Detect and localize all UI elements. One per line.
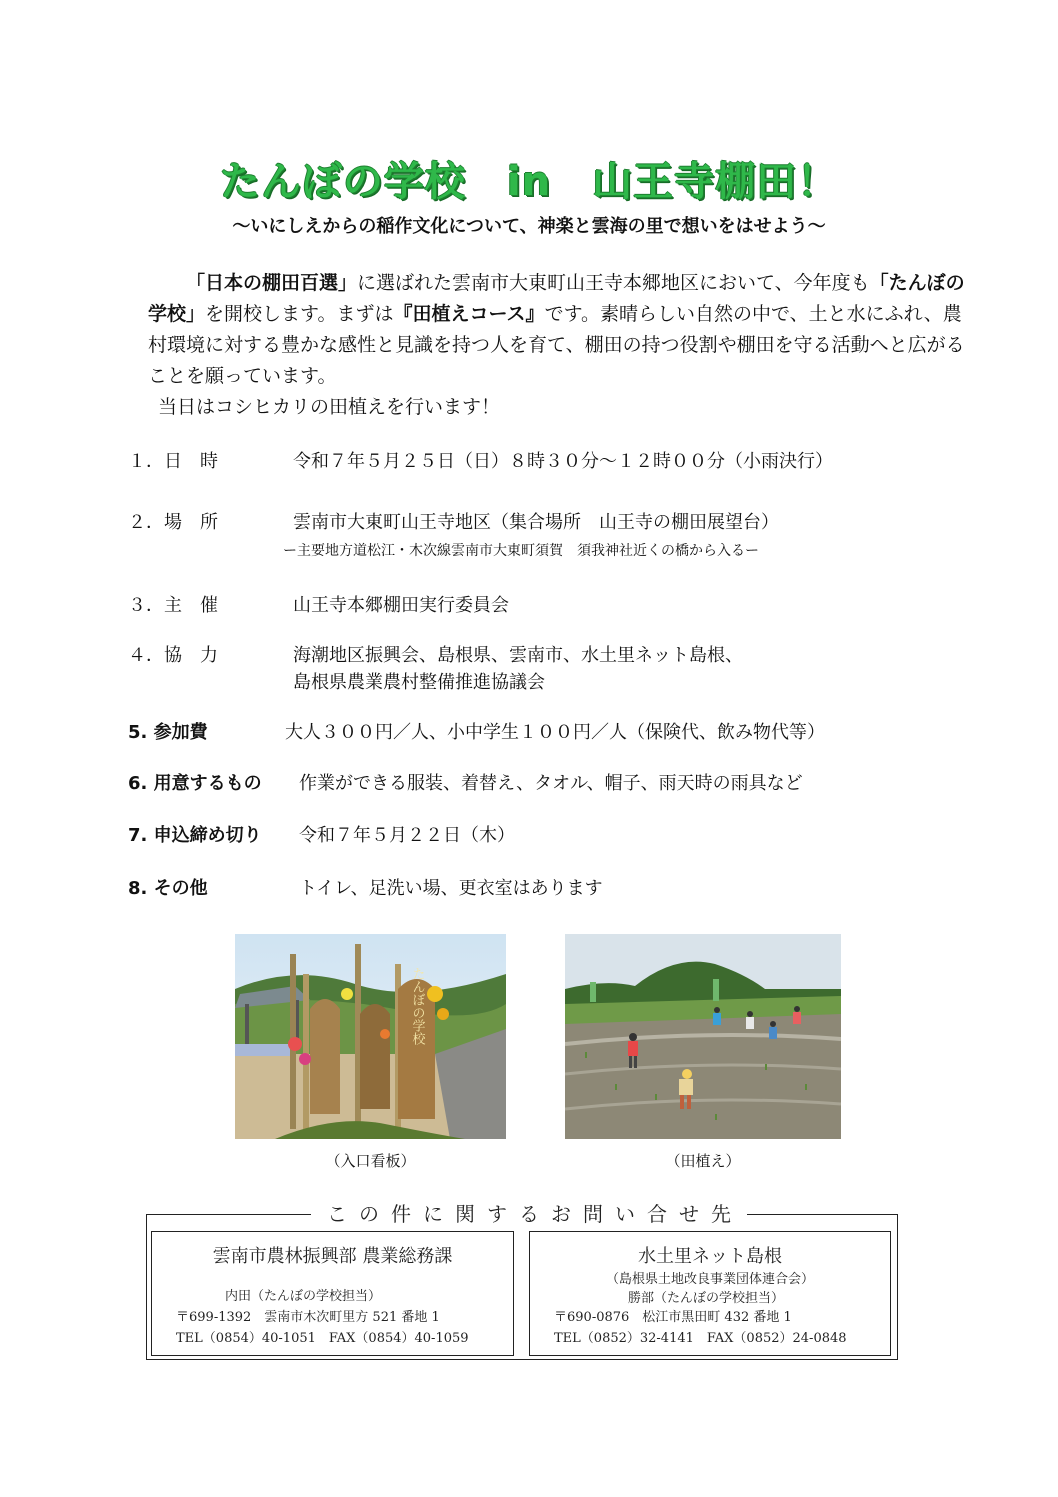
contact-phone-unnan: TEL（0854）40-1051 FAX（0854）40-1059 (176, 1331, 469, 1346)
page-subtitle: ～いにしえからの稲作文化について、神楽と雲海の里で想いをはせよう～ (232, 216, 826, 237)
contact-org-midori: 水土里ネット島根 (638, 1246, 782, 1267)
item-label-fee: 5. 参加費 (128, 722, 208, 743)
contact-box-midori (529, 1231, 891, 1356)
intro-paragraph (148, 268, 968, 392)
item-value-cooperation-2: 島根県農業農村整備推進協議会 (293, 672, 545, 693)
intro-text (148, 268, 968, 423)
contact-person-midori: 勝部（たんぼの学校担当） (628, 1291, 785, 1306)
contact-heading (0, 1198, 1058, 1227)
item-value-host: 山王寺本郷棚田実行委員会 (293, 595, 509, 616)
item-value-other: トイレ、足洗い場、更衣室はあります (299, 878, 603, 899)
caption-rice-planting: （田植え） (665, 1152, 741, 1170)
entrance-sign-image (235, 934, 506, 1139)
item-label-cooperation: ４．協 力 (128, 645, 218, 666)
contact-sub-midori: （島根県土地改良事業団体連合会） (605, 1272, 814, 1287)
intro-text-3: です。素晴らしい自然の中で、土と水にふれ、農村環境に対する豊かな感性と見識を持つ人を育て、棚田の持つ役割や棚田を守る活動へと広がることを願っています。 (148, 303, 965, 387)
item-value-fee: 大人３００円／人、小中学生１００円／人（保険代、飲み物代等） (285, 722, 825, 743)
item-label-other: 8. その他 (128, 878, 208, 899)
item-value-deadline: 令和７年５月２２日（木） (299, 825, 515, 846)
intro-bold-1: 「日本の棚田百選」 (186, 272, 358, 294)
contact-heading-text: この件に関するお問い合せ先 (311, 1202, 747, 1226)
contact-org-unnan: 雲南市農林振興部 農業総務課 (212, 1246, 453, 1267)
item-label-place: ２．場 所 (128, 512, 218, 533)
intro-bold-2: 「たんぼの学校」 (148, 272, 965, 325)
intro-bold-3: 『田植えコース』 (393, 303, 545, 325)
contact-box-unnan (151, 1231, 514, 1356)
item-value-belongings: 作業ができる服装、着替え、タオル、帽子、雨天時の雨具など (299, 773, 803, 794)
photo-entrance-sign (235, 934, 506, 1139)
item-label-belongings: 6. 用意するもの (128, 773, 262, 794)
contact-person-unnan: 内田（たんぼの学校担当） (225, 1289, 382, 1304)
rice-planting-image (565, 934, 841, 1139)
item-label-deadline: 7. 申込締め切り (128, 825, 262, 846)
intro-paragraph-2: 当日はコシヒカリの田植えを行います！ (158, 396, 501, 418)
caption-entrance: （入口看板） (325, 1152, 416, 1170)
item-note-place: ー主要地方道松江・木次線雲南市大東町須賀 須我神社近くの橋から入るー (283, 543, 759, 559)
contact-address-midori: 〒690-0876 松江市黒田町 432 番地 1 (554, 1310, 792, 1325)
contact-phone-midori: TEL（0852）32-4141 FAX（0852）24-0848 (554, 1331, 847, 1346)
item-label-date: １．日 時 (128, 451, 218, 472)
photo-rice-planting (565, 934, 841, 1139)
intro-text-1: に選ばれた雲南市大東町山王寺本郷地区において、今年度も (357, 272, 870, 294)
contact-address-unnan: 〒699-1392 雲南市木次町里方 521 番地 1 (176, 1310, 440, 1325)
page-title: たんぼの学校 in 山王寺棚田！ (219, 159, 839, 205)
sign-text: たんぼの学校 (409, 967, 425, 1045)
item-label-host: ３．主 催 (128, 595, 218, 616)
item-value-date: 令和７年５月２５日（日）８時３０分～１２時００分（小雨決行） (293, 451, 833, 472)
item-value-cooperation: 海潮地区振興会、島根県、雲南市、水土里ネット島根、 (293, 645, 743, 666)
intro-text-2: を開校します。まずは (205, 303, 394, 325)
item-value-place: 雲南市大東町山王寺地区（集合場所 山王寺の棚田展望台） (293, 512, 779, 533)
